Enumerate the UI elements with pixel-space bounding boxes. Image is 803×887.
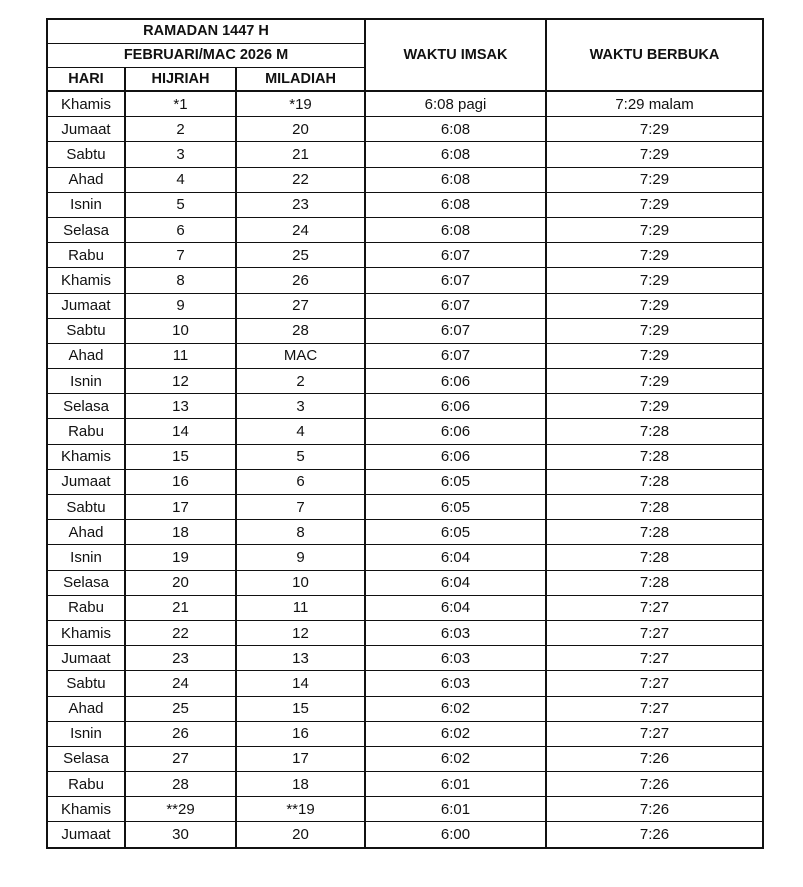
cell-miladiah: 8 (236, 520, 365, 545)
table-row (47, 595, 763, 620)
table-row (47, 268, 763, 293)
cell-waktu-imsak: 6:05 (365, 520, 546, 545)
cell-hijriah: 21 (125, 595, 236, 620)
cell-hari: Isnin (47, 545, 125, 570)
table-row (47, 646, 763, 671)
cell-miladiah: 20 (236, 822, 365, 848)
cell-waktu-berbuka: 7:28 (546, 520, 763, 545)
table-row (47, 721, 763, 746)
cell-miladiah: 22 (236, 167, 365, 192)
cell-waktu-berbuka: 7:29 (546, 142, 763, 167)
header-title: RAMADAN 1447 H (47, 19, 365, 44)
header-hari: HARI (47, 68, 125, 92)
cell-hari: Sabtu (47, 318, 125, 343)
table-row (47, 495, 763, 520)
cell-hijriah: 7 (125, 243, 236, 268)
cell-hijriah: 22 (125, 620, 236, 645)
cell-waktu-imsak: 6:04 (365, 570, 546, 595)
cell-waktu-imsak: 6:07 (365, 293, 546, 318)
header-subtitle: FEBRUARI/MAC 2026 M (47, 44, 365, 68)
header-hijriah: HIJRIAH (125, 68, 236, 92)
table-row (47, 192, 763, 217)
cell-hijriah: 18 (125, 520, 236, 545)
cell-waktu-berbuka: 7:29 (546, 369, 763, 394)
cell-hijriah: **29 (125, 797, 236, 822)
cell-waktu-berbuka: 7:29 (546, 268, 763, 293)
cell-miladiah: 2 (236, 369, 365, 394)
cell-hijriah: 2 (125, 117, 236, 142)
cell-waktu-imsak: 6:03 (365, 620, 546, 645)
cell-miladiah: 17 (236, 746, 365, 771)
cell-waktu-imsak: 6:01 (365, 772, 546, 797)
cell-miladiah: 12 (236, 620, 365, 645)
cell-miladiah: 20 (236, 117, 365, 142)
table-row (47, 545, 763, 570)
cell-hijriah: 13 (125, 394, 236, 419)
table-row (47, 469, 763, 494)
table-row (47, 394, 763, 419)
cell-hijriah: *1 (125, 91, 236, 117)
cell-hari: Ahad (47, 343, 125, 368)
cell-hari: Sabtu (47, 142, 125, 167)
header-waktu-imsak: WAKTU IMSAK (365, 19, 546, 91)
cell-hari: Rabu (47, 595, 125, 620)
cell-miladiah: 23 (236, 192, 365, 217)
cell-waktu-imsak: 6:08 (365, 117, 546, 142)
cell-waktu-imsak: 6:08 (365, 192, 546, 217)
cell-miladiah: 4 (236, 419, 365, 444)
cell-hijriah: 16 (125, 469, 236, 494)
cell-waktu-berbuka: 7:29 (546, 318, 763, 343)
cell-waktu-berbuka: 7:27 (546, 671, 763, 696)
table-row (47, 822, 763, 848)
header-miladiah: MILADIAH (236, 68, 365, 92)
cell-waktu-imsak: 6:08 (365, 217, 546, 242)
cell-hari: Isnin (47, 192, 125, 217)
cell-waktu-imsak: 6:08 (365, 167, 546, 192)
table-row (47, 117, 763, 142)
cell-hari: Jumaat (47, 469, 125, 494)
cell-waktu-imsak: 6:07 (365, 268, 546, 293)
cell-waktu-berbuka: 7:29 (546, 192, 763, 217)
ramadan-schedule-table (46, 18, 764, 849)
cell-miladiah: 24 (236, 217, 365, 242)
cell-hari: Sabtu (47, 671, 125, 696)
cell-hijriah: 14 (125, 419, 236, 444)
cell-miladiah: 11 (236, 595, 365, 620)
cell-hari: Khamis (47, 797, 125, 822)
cell-waktu-berbuka: 7:28 (546, 495, 763, 520)
cell-waktu-berbuka: 7:27 (546, 595, 763, 620)
cell-hijriah: 10 (125, 318, 236, 343)
cell-hijriah: 6 (125, 217, 236, 242)
cell-hari: Isnin (47, 369, 125, 394)
cell-miladiah: 9 (236, 545, 365, 570)
cell-waktu-imsak: 6:07 (365, 243, 546, 268)
cell-waktu-berbuka: 7:27 (546, 646, 763, 671)
cell-waktu-berbuka: 7:28 (546, 545, 763, 570)
table-body (47, 91, 763, 848)
cell-hijriah: 17 (125, 495, 236, 520)
cell-waktu-berbuka: 7:29 malam (546, 91, 763, 117)
cell-miladiah: *19 (236, 91, 365, 117)
cell-hijriah: 5 (125, 192, 236, 217)
cell-waktu-berbuka: 7:29 (546, 293, 763, 318)
cell-hijriah: 19 (125, 545, 236, 570)
cell-waktu-imsak: 6:06 (365, 444, 546, 469)
cell-waktu-berbuka: 7:28 (546, 570, 763, 595)
cell-waktu-imsak: 6:01 (365, 797, 546, 822)
cell-waktu-berbuka: 7:28 (546, 419, 763, 444)
table-header (47, 19, 763, 91)
cell-waktu-imsak: 6:04 (365, 545, 546, 570)
cell-waktu-berbuka: 7:26 (546, 797, 763, 822)
cell-waktu-imsak: 6:02 (365, 746, 546, 771)
cell-waktu-berbuka: 7:28 (546, 444, 763, 469)
table-row (47, 343, 763, 368)
cell-hari: Rabu (47, 243, 125, 268)
cell-miladiah: 3 (236, 394, 365, 419)
cell-hijriah: 26 (125, 721, 236, 746)
cell-hari: Jumaat (47, 822, 125, 848)
cell-waktu-imsak: 6:02 (365, 721, 546, 746)
cell-miladiah: 21 (236, 142, 365, 167)
cell-hijriah: 4 (125, 167, 236, 192)
table-row (47, 746, 763, 771)
cell-waktu-berbuka: 7:27 (546, 721, 763, 746)
cell-hari: Rabu (47, 772, 125, 797)
cell-hijriah: 23 (125, 646, 236, 671)
cell-waktu-berbuka: 7:26 (546, 822, 763, 848)
cell-waktu-imsak: 6:08 pagi (365, 91, 546, 117)
cell-miladiah: 27 (236, 293, 365, 318)
cell-hijriah: 20 (125, 570, 236, 595)
cell-miladiah: 13 (236, 646, 365, 671)
cell-hari: Rabu (47, 419, 125, 444)
cell-waktu-berbuka: 7:29 (546, 117, 763, 142)
table-row (47, 369, 763, 394)
table-row (47, 293, 763, 318)
cell-miladiah: 10 (236, 570, 365, 595)
cell-hijriah: 28 (125, 772, 236, 797)
cell-hijriah: 3 (125, 142, 236, 167)
table-row (47, 570, 763, 595)
cell-waktu-berbuka: 7:29 (546, 167, 763, 192)
cell-miladiah: 6 (236, 469, 365, 494)
table-row (47, 620, 763, 645)
cell-waktu-berbuka: 7:29 (546, 243, 763, 268)
cell-waktu-imsak: 6:02 (365, 696, 546, 721)
cell-waktu-imsak: 6:04 (365, 595, 546, 620)
cell-waktu-imsak: 6:06 (365, 394, 546, 419)
cell-waktu-berbuka: 7:27 (546, 696, 763, 721)
cell-hari: Ahad (47, 167, 125, 192)
cell-hari: Jumaat (47, 646, 125, 671)
cell-miladiah: 18 (236, 772, 365, 797)
cell-hijriah: 25 (125, 696, 236, 721)
cell-hari: Isnin (47, 721, 125, 746)
cell-hijriah: 30 (125, 822, 236, 848)
header-waktu-berbuka: WAKTU BERBUKA (546, 19, 763, 91)
cell-waktu-berbuka: 7:29 (546, 343, 763, 368)
table-row (47, 142, 763, 167)
cell-miladiah: 28 (236, 318, 365, 343)
cell-hari: Khamis (47, 91, 125, 117)
cell-hari: Jumaat (47, 117, 125, 142)
cell-miladiah: MAC (236, 343, 365, 368)
cell-miladiah: 5 (236, 444, 365, 469)
cell-waktu-berbuka: 7:26 (546, 772, 763, 797)
cell-hari: Khamis (47, 444, 125, 469)
cell-hari: Khamis (47, 268, 125, 293)
cell-waktu-berbuka: 7:26 (546, 746, 763, 771)
table-row (47, 797, 763, 822)
table-row (47, 318, 763, 343)
cell-miladiah: 14 (236, 671, 365, 696)
cell-hari: Ahad (47, 696, 125, 721)
cell-waktu-imsak: 6:07 (365, 343, 546, 368)
cell-waktu-berbuka: 7:28 (546, 469, 763, 494)
cell-hari: Ahad (47, 520, 125, 545)
cell-miladiah: 7 (236, 495, 365, 520)
cell-hijriah: 8 (125, 268, 236, 293)
table-row (47, 243, 763, 268)
table-row (47, 696, 763, 721)
cell-hari: Khamis (47, 620, 125, 645)
cell-waktu-berbuka: 7:29 (546, 394, 763, 419)
cell-waktu-imsak: 6:05 (365, 495, 546, 520)
cell-miladiah: 26 (236, 268, 365, 293)
cell-miladiah: 15 (236, 696, 365, 721)
cell-hijriah: 11 (125, 343, 236, 368)
cell-waktu-berbuka: 7:27 (546, 620, 763, 645)
cell-hari: Selasa (47, 746, 125, 771)
table-row (47, 772, 763, 797)
cell-miladiah: **19 (236, 797, 365, 822)
cell-waktu-imsak: 6:07 (365, 318, 546, 343)
cell-hari: Sabtu (47, 495, 125, 520)
cell-waktu-imsak: 6:08 (365, 142, 546, 167)
cell-waktu-imsak: 6:03 (365, 671, 546, 696)
cell-waktu-imsak: 6:03 (365, 646, 546, 671)
cell-hijriah: 15 (125, 444, 236, 469)
cell-miladiah: 16 (236, 721, 365, 746)
cell-hari: Selasa (47, 217, 125, 242)
cell-hijriah: 9 (125, 293, 236, 318)
cell-hijriah: 12 (125, 369, 236, 394)
cell-waktu-imsak: 6:06 (365, 419, 546, 444)
table-row (47, 91, 763, 117)
cell-waktu-imsak: 6:06 (365, 369, 546, 394)
table-row (47, 419, 763, 444)
table-row (47, 444, 763, 469)
table-row (47, 167, 763, 192)
cell-hijriah: 27 (125, 746, 236, 771)
cell-waktu-imsak: 6:05 (365, 469, 546, 494)
cell-hari: Jumaat (47, 293, 125, 318)
cell-hari: Selasa (47, 394, 125, 419)
table-row (47, 217, 763, 242)
table-row (47, 671, 763, 696)
cell-hari: Selasa (47, 570, 125, 595)
table-row (47, 520, 763, 545)
cell-waktu-berbuka: 7:29 (546, 217, 763, 242)
cell-miladiah: 25 (236, 243, 365, 268)
cell-waktu-imsak: 6:00 (365, 822, 546, 848)
cell-hijriah: 24 (125, 671, 236, 696)
